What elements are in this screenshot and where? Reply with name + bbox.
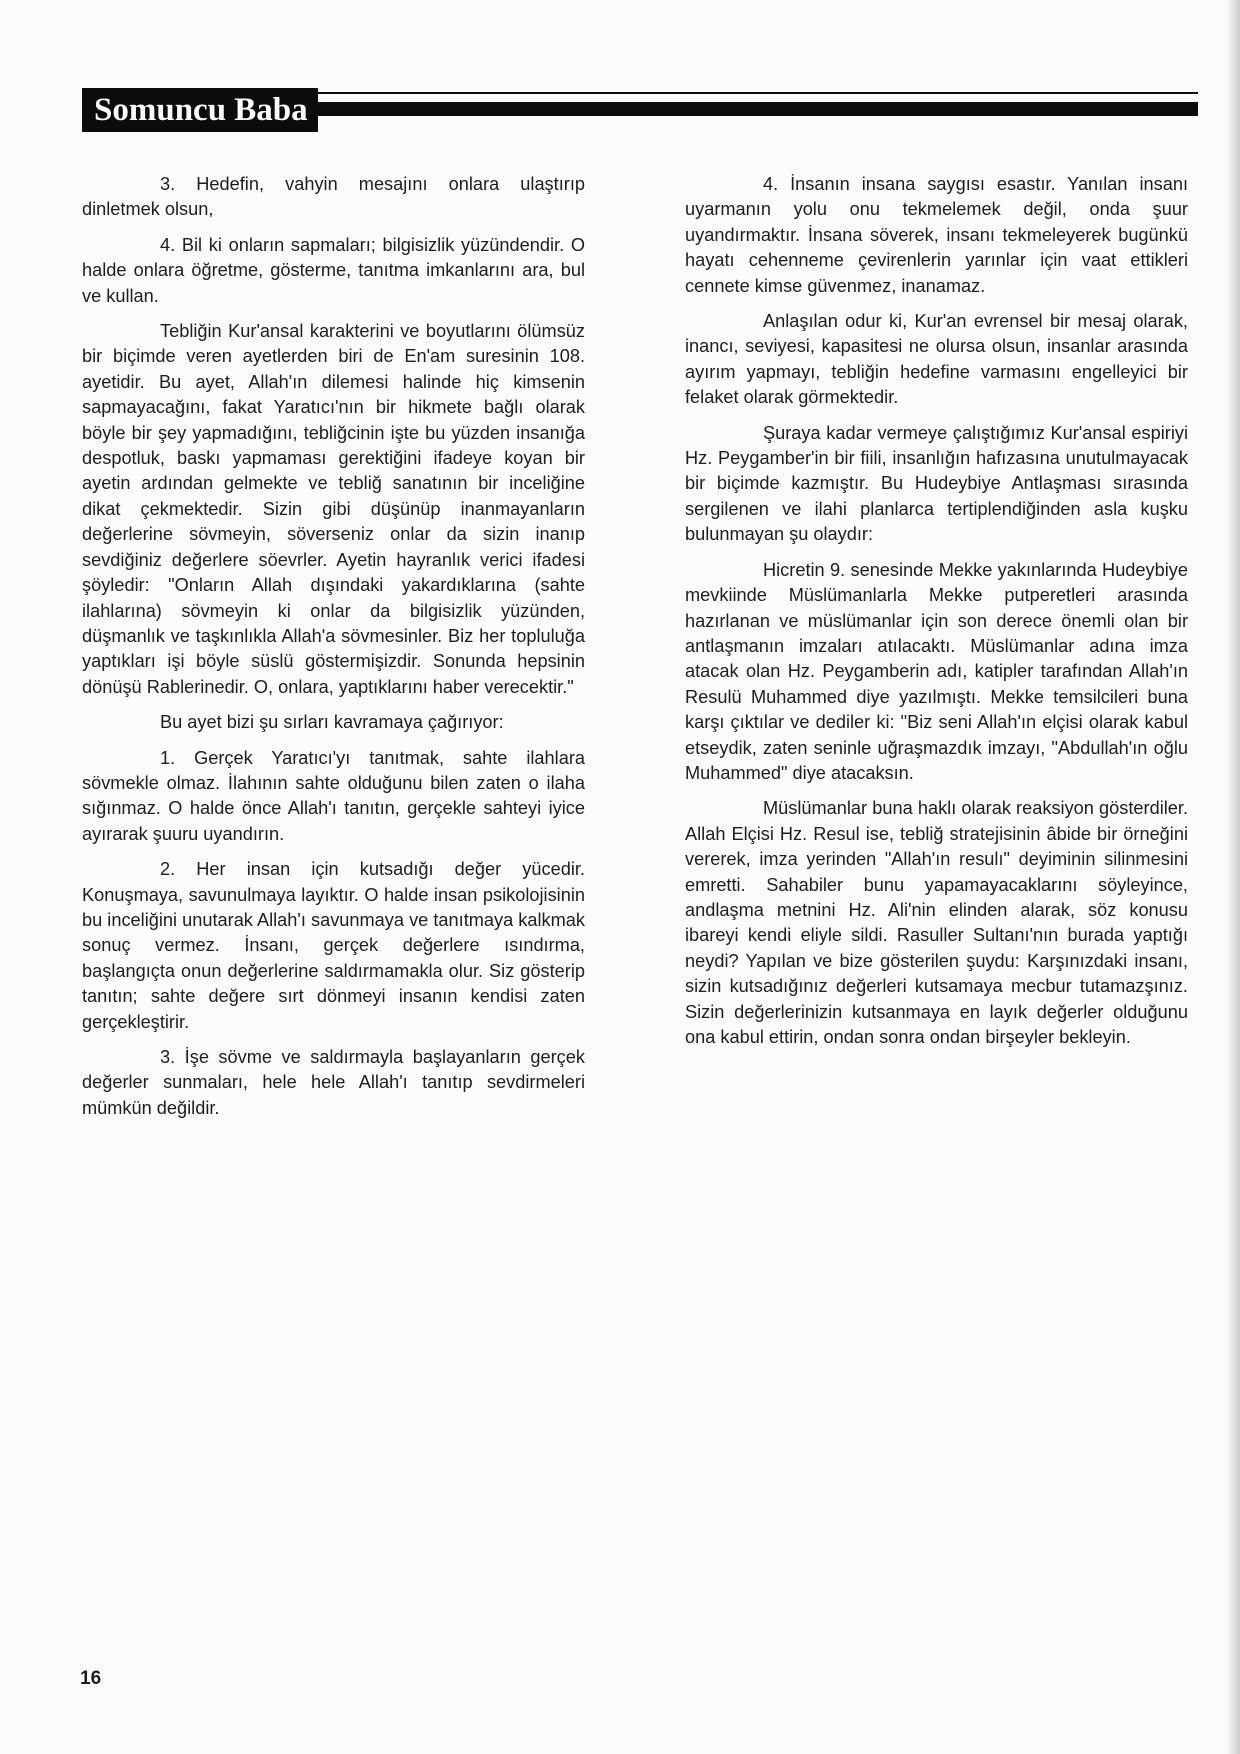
header-rule-thick [302,102,1198,116]
paragraph: 3. İşe sövme ve saldırmayla başlayanların gerçek değerler sunmaları, hele hele Allah'ı tanıtıp sevdirmeleri mümkün değildir. [82,1047,585,1118]
page-edge-shadow [1226,0,1240,1754]
paragraph: 2. Her insan için kutsadığı değer yücedir. Konuşmaya, savunulmaya layıktır. O halde insan psikolojisinin bu inceliğini unutarak Allah'ı savunmaya ve tanıtmaya kalkmak sonuç vermez. İnsanı, gerçek değerlere ısındırma, başlangıçta onun değerlerine saldırmamakla olur. Siz gösterip tanıtın; sahte değere sırt dönmeyi insanın kendisi zaten gerçekleştirir. [82,859,585,1032]
paragraph: Şuraya kadar vermeye çalıştığımız Kur'ansal espiriyi Hz. Peygamber'in bir fiili, insanlığın hafızasına unutulmayacak bir biçimde kazmıştır. Bu Hudeybiye Antlaşması sırasında sergilenen ve ilahi planlarca tertiplendiğinden asla kuşku bulunmayan şu olaydır: [685,422,1188,545]
magazine-title: Somuncu Baba [82,88,318,132]
right-column [685,172,1188,1060]
paragraph: 4. Bil ki onların sapmaları; bilgisizlik yüzündendir. O halde onlara öğretme, gösterme, tanıtma imkanlarını ara, bul ve kullan. [82,234,585,306]
paragraph: 4. İnsanın insana saygısı esastır. Yanılan insanı uyarmanın yolu onu tekmelemek değil, onda şuur uyandırmaktır. İnsana söverek, insanı tekmeleyerek bugünkü hayatı cehenneme çevirenlerin yarınlar için vaat ettikleri cennete kimse güvenmez, inanamaz. [685,174,1188,296]
paragraph: Müslümanlar buna haklı olarak reaksiyon gösterdiler. Allah Elçisi Hz. Resul ise, tebliğ stratejisinin âbide bir örneğini vererek, imza yerinden "Allah'ın resulı" deyiminin silinmesini emretti. Sahabiler bunu yapamayacaklarını söyleyince, andlaşma metnini Hz. Ali'nin elinden alarak, söz konusu ibareyi kendi eliyle sildi. Rasuller Sultanı'nın burada yaptığı neydi? Yapılan ve bize gösterilen şuydu: Karşınızdaki insanı, sizin kutsadığınız değerleri kutsamaya mecbur tutamazşınız. Sizin değerlerinizin kutsanmaya en layık değerler olduğunu ona kabul ettirin, ondan sonra ondan birşeyler bekleyin. [685,798,1188,1047]
paragraph: Hicretin 9. senesinde Mekke yakınlarında Hudeybiye mevkiinde Müslümanlarla Mekke putperetleri arasında hazırlanan ve müslümanlar için son derece önemli olan bir antlaşmanın imzaları atılacaktı. Müslümanlar adına imza atacak olan Hz. Peygamberin adı, katipler tarafından Allah'ın Resulü Muhammed diye yazılmıştı. Mekke temsilcileri buna karşı çıktılar ve dediler ki: "Biz seni Allah'ın elçisi olarak kabul etseydik, zaten seninle uğraşmazdık imzayı, "Abdullah'ın oğlu Muhammed" diye atacaksın. [685,559,1188,783]
paragraph: 3. Hedefin, vahyin mesajını onlara ulaştırıp dinletmek olsun, [82,174,585,220]
page-number: 16 [80,1668,102,1689]
paragraph: Tebliğin Kur'ansal karakterini ve boyutlarını ölümsüz bir biçimde veren ayetlerden biri de En'am suresinin 108. ayetidir. Bu ayet, Allah'ın dilemesi halinde hiç kimsenin sapmayacağını, fakat Yaratıcı'nın bir hikmete bağlı olarak böyle bir şey yapmadığını, tebliğcinin işte bu yüzden insanığa despotluk, baskı yapmaması gerektiğini ifadeye koyan bir ayetin ardından gelmekte ve tebliğ sanatının bir inceliğine dikat çekmektedir. Sizin gibi düşünüp inanmayanların değerlerine sövmeyin, söverseniz onlar da sizin inanıp sevdiğiniz değerlere söevrler. Ayetin hayranlık verici ifadesi şöyledir: "Onların Allah dışındaki yakardıklarına (sahte ilahlarına) sövmeyin ki onlar da bilgisizlik yüzünden, düşmanlık ve taşkınlıkla Allah'a sövmesinler. Biz her topluluğa yaptıkları işi böyle süslü göstermişizdir. Sonunda hepsinin dönüşü Rablerinedir. O, onlara, yaptıklarını haber verecektir." [82,321,585,697]
left-column [82,172,585,1131]
running-header [82,88,1198,132]
paragraph: Anlaşılan odur ki, Kur'an evrensel bir mesaj olarak, inancı, seviyesi, kapasitesi ne olursa olsun, insanlar arasında ayırım yapmayı, tebliğin hedefine varmasını engelleyici bir felaket olarak görmektedir. [685,311,1188,408]
paragraph: Bu ayet bizi şu sırları kavramaya çağırıyor: [160,712,504,733]
paragraph: 1. Gerçek Yaratıcı'yı tanıtmak, sahte ilahlara sövmekle olmaz. İlahının sahte olduğunu bilen zaten o ilaha sığınmaz. O halde önce Allah'ı tanıtın, gerçekle sahteyi iyice ayırarak şuuru uyandırın. [82,747,585,844]
header-rule-thin [302,92,1198,94]
